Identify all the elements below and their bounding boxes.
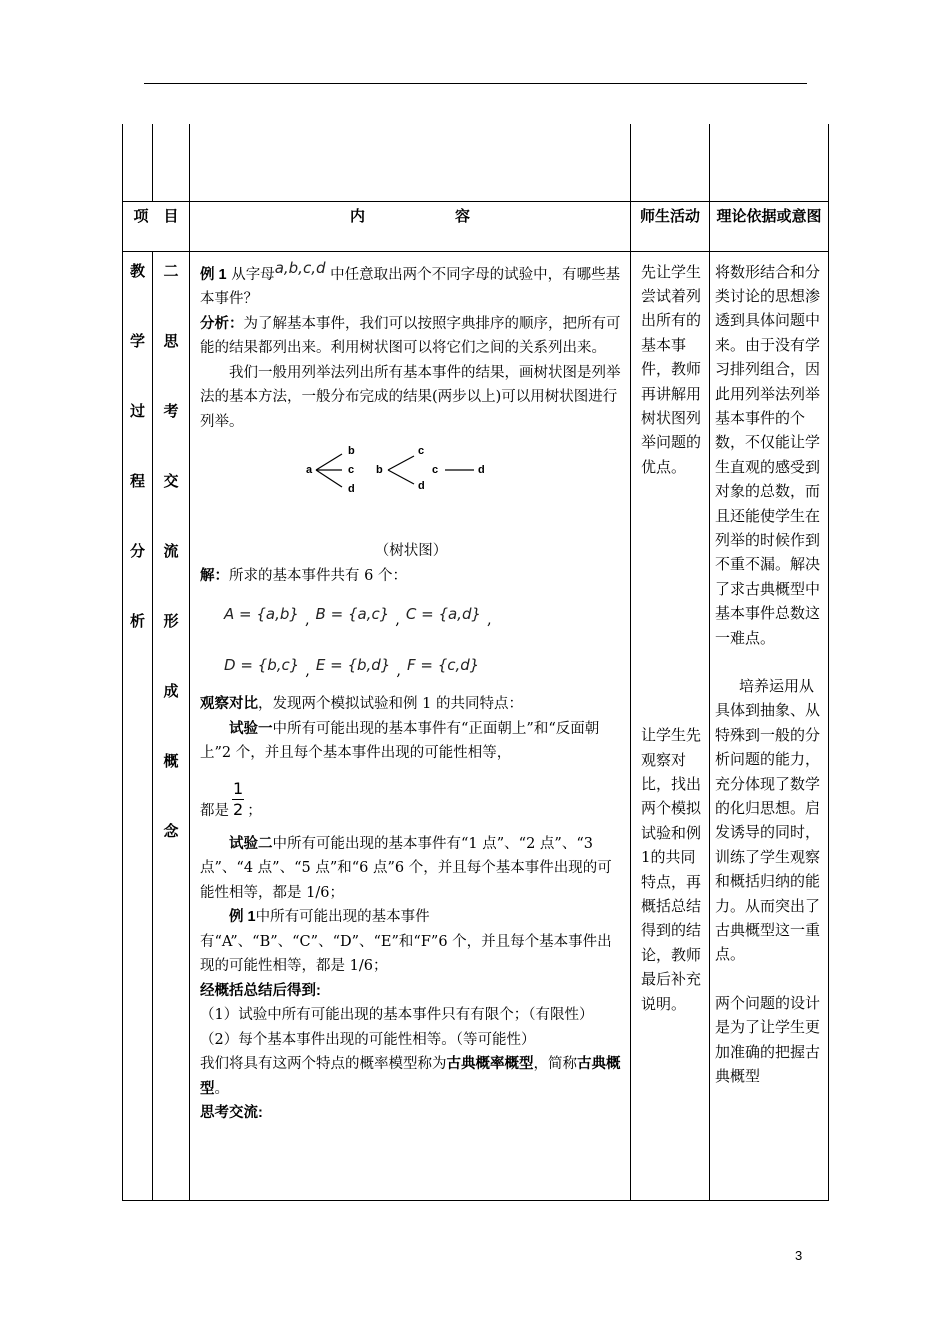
section-label-cell [123, 251, 153, 1201]
tree-edge [316, 470, 342, 487]
analysis-paragraph [200, 312, 622, 361]
trial-2-paragraph [200, 832, 622, 906]
header-activity: 师生活动 [631, 201, 710, 251]
analysis-label: 分析： [200, 315, 244, 332]
tree-node-b: b [348, 445, 355, 457]
tree-node-d2: d [418, 480, 425, 492]
set-d: D = {b,c} [224, 655, 300, 674]
vertical-label-concept [153, 260, 189, 890]
vertical-char: 析 [129, 612, 145, 630]
example-1-text-a: 从字母 [226, 266, 275, 283]
trial-2-text: 中所有可能出现的基本事件有“1 点”、“2 点”、“3 点”、“4 点”、“5 点”和“6 点”6 个，并且每个基本事件出现的可能性相等，都是 1/6； [200, 835, 612, 901]
definition-text-b: ，简称 [533, 1056, 577, 1072]
fraction-one-half [232, 779, 244, 820]
sets-row-2: D = {b,c} , E = {b,d} , F = {c,d} [200, 636, 622, 688]
blank-cell [710, 124, 829, 201]
tree-caption: （树状图） [374, 543, 448, 559]
tree-node-root-c: c [432, 464, 439, 476]
set-c: C = {a,d} [405, 604, 482, 623]
vertical-char: 形 [163, 612, 179, 630]
vertical-char: 考 [163, 402, 179, 420]
set-a: A = {a,b} [224, 604, 299, 623]
example-1 [200, 258, 622, 312]
definition-text-c: 。 [214, 1080, 229, 1097]
sets-row-1: A = {a,b} , B = {a,c} , C = {a,d} , [200, 588, 622, 636]
vertical-char: 思 [163, 332, 179, 350]
tree-diagram [200, 434, 622, 539]
activity-cell [631, 251, 710, 1201]
tree-diagram-svg [300, 434, 530, 539]
content-cell [190, 251, 631, 1201]
vertical-char: 学 [129, 332, 145, 350]
vertical-label-teaching [123, 260, 152, 680]
fraction-prefix: 都是 [200, 803, 229, 819]
blank-cell [190, 124, 631, 201]
trial-1-label: 试验一 [229, 720, 273, 737]
definition-text-a: 我们将具有这两个特点的概率模型称为 [200, 1056, 447, 1072]
tree-node-d: d [348, 483, 355, 495]
vertical-char: 念 [163, 822, 179, 840]
vertical-char: 成 [163, 682, 179, 700]
analysis-text: 为了解基本事件，我们可以按照字典排序的顺序，把所有可能的结果都列出来。利用树状图可以将它们之间的关系列出来。 [200, 315, 621, 356]
property-equally-likely: （2）每个基本事件出现的可能性相等。（等可能性） [200, 1031, 536, 1048]
blank-cell [123, 124, 153, 201]
fraction-denominator: 2 [233, 799, 244, 819]
example-1b-label: 例 1 [229, 909, 256, 925]
vertical-char: 教 [129, 262, 145, 280]
think-label: 思考交流: [200, 1105, 263, 1121]
header-item: 项 目 [123, 201, 190, 251]
trial-2-label: 试验二 [229, 835, 273, 852]
fraction-line [200, 766, 622, 824]
set-e: E = {b,d} [315, 655, 391, 674]
observation-label: 观察对比 [200, 696, 258, 712]
vertical-char: 分 [129, 542, 145, 560]
tree-edge [316, 454, 342, 470]
lesson-table [122, 124, 829, 1201]
subsection-label-cell [153, 251, 190, 1201]
definition-paragraph [200, 1052, 622, 1101]
basis-p1: 将数形结合和分类讨论的思想渗透到具体问题中来。由于没有学习排列组合，因此用列举法列举基本事件的个数，不仅能让学生直观的感受到对象的总数，而且还能使学生在列举的时候作到不重不漏。解决了求古典概型中基本事件总数这一难点。 [715, 262, 821, 647]
set-f: F = {c,d} [406, 655, 480, 674]
tree-node-d3: d [478, 464, 485, 476]
vertical-char: 程 [129, 472, 145, 490]
header-rule [144, 83, 807, 84]
observation-paragraph [200, 692, 622, 717]
vertical-char: 交 [163, 472, 179, 490]
activity-p1: 先让学生尝试着列出所有的基本事件，教师再讲解用树状图列举问题的优点。 [641, 262, 702, 476]
summary-label: 经概括总结后得到: [200, 982, 321, 999]
vertical-char: 流 [163, 542, 179, 560]
tree-node-c2: c [418, 445, 425, 457]
content-body [190, 252, 630, 1126]
fraction-suffix: ； [247, 803, 262, 819]
fraction-numerator: 1 [233, 778, 244, 798]
blank-top-row [123, 124, 829, 201]
vertical-char: 概 [163, 752, 179, 770]
tree-node-c: c [348, 464, 355, 476]
set-b: B = {a,c} [315, 604, 390, 623]
solution-text: 所求的基本事件共有 6 个： [229, 567, 407, 584]
tree-edge [388, 456, 414, 470]
basis-p3: 两个问题的设计是为了让学生更加准确的把握古典概型 [715, 993, 821, 1086]
basis-p2: 培养运用从具体到抽象、从特殊到一般的分析问题的能力，充分体现了数学的化归思想。启发诱导的同时，训练了学生观察和概括归纳的能力。从而突出了古典概型这一重点。 [715, 677, 821, 964]
tree-node-root-b: b [376, 464, 383, 476]
enumeration-paragraph: 我们一般用列举法列出所有基本事件的结果，画树状图是列举法的基本方法，一般分布完成的结果(两步以上)可以用树状图进行列举。 [200, 364, 621, 430]
header-basis: 理论依据或意图 [710, 201, 829, 251]
example-1-letters: a,b,c,d [274, 258, 326, 277]
trial-1-paragraph [200, 717, 622, 766]
solution-label: 解： [200, 567, 229, 584]
page-number: 3 [795, 1248, 803, 1263]
blank-cell [631, 124, 710, 201]
body-row [123, 251, 829, 1201]
vertical-char: 二 [163, 262, 179, 280]
solution-paragraph [200, 564, 622, 589]
example-1-text-b: 中任意取出两个不同字母的试验中，有哪些基本事件？ [200, 266, 621, 307]
blank-cell [153, 124, 190, 201]
trial-1-text: 中所有可能出现的基本事件有“正面朝上”和“反面朝上”2 个，并且每个基本事件出现的可能性相等， [200, 720, 600, 761]
header-content-label: 内 容 [349, 207, 470, 225]
activity-p2: 让学生先观察对比，找出两个模拟试验和例1的共同特点，再概括总结得到的结论，教师最后补充说明。 [641, 726, 702, 1013]
tree-edge [388, 470, 414, 484]
observation-text: ，发现两个模拟试验和例 1 的共同特点： [258, 696, 523, 712]
example-1-common-paragraph [200, 905, 622, 979]
property-finite: （1）试验中所有可能出现的基本事件只有有限个；（有限性） [200, 1007, 594, 1023]
definition-term-1: 古典概率概型 [446, 1056, 534, 1072]
definition-term-2: 古典概型 [200, 1056, 621, 1097]
vertical-char: 过 [129, 402, 145, 420]
basis-cell [710, 251, 829, 1201]
example-1-label: 例 1 [200, 266, 227, 283]
header-content [190, 201, 631, 251]
example-1b-text: 中所有可能出现的基本事件有“A”、“B”、“C”、“D”、“E”和“F”6 个，并且每个基本事件出现的可能性相等，都是 1/6； [200, 909, 612, 974]
tree-node-root-a: a [306, 464, 313, 476]
header-row [123, 201, 829, 251]
